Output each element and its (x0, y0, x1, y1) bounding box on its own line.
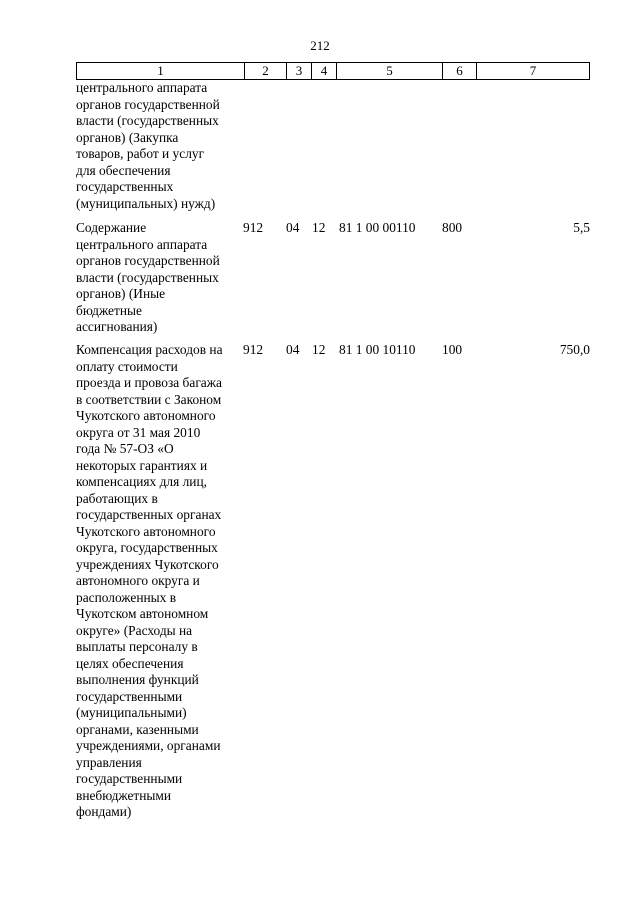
row-section: 04 (286, 342, 300, 357)
row-name: Компенсация расходов на оплату стоимости проезда и провоза багажа в соответствии с Законом Чукотского автономного округа от 31 мая 2010 года № 57-ОЗ «О некоторых гарантиях и компенсациях для лиц, работающих в государственных органах Чукотского автономного округа, государственных учреждениях Чукотского автономного округа и расположенных в Чукотском автономном округе» (Расходы на выплаты персоналу в целях обеспечения выполнения функций государственными (муниципальными) органами, казенными учреждениями, органами управления государственными внебюджетными фондами) (76, 342, 223, 819)
column-header: 6 (443, 63, 477, 79)
column-header: 4 (312, 63, 337, 79)
column-header: 5 (337, 63, 443, 79)
row-code: 912 (243, 342, 264, 357)
column-header: 1 (77, 63, 245, 79)
row-target-article: 81 1 00 00110 (339, 220, 416, 235)
row-section: 04 (286, 220, 300, 235)
row-target-article: 81 1 00 10110 (339, 342, 416, 357)
row-expense-type: 100 (442, 342, 463, 357)
row-code: 912 (243, 220, 264, 235)
row-subsection: 12 (312, 342, 326, 357)
row-expense-type: 800 (442, 220, 463, 235)
row-name: Содержание центрального аппарата органов государственной власти (государственных органов) (Иные бюджетные ассигнования) (76, 220, 220, 334)
column-header: 7 (529, 63, 537, 78)
page-number: 212 (310, 38, 330, 53)
column-header: 2 (245, 63, 287, 79)
column-header: 3 (287, 63, 312, 79)
row-amount: 750,0 (559, 342, 590, 357)
table-header (76, 62, 590, 80)
row-name: центрального аппарата органов государственной власти (государственных органов) (Закупка товаров, работ и услуг для обеспечения государственных (муниципальных) нужд) (76, 80, 220, 211)
row-amount: 5,5 (573, 220, 590, 235)
row-subsection: 12 (312, 220, 326, 235)
